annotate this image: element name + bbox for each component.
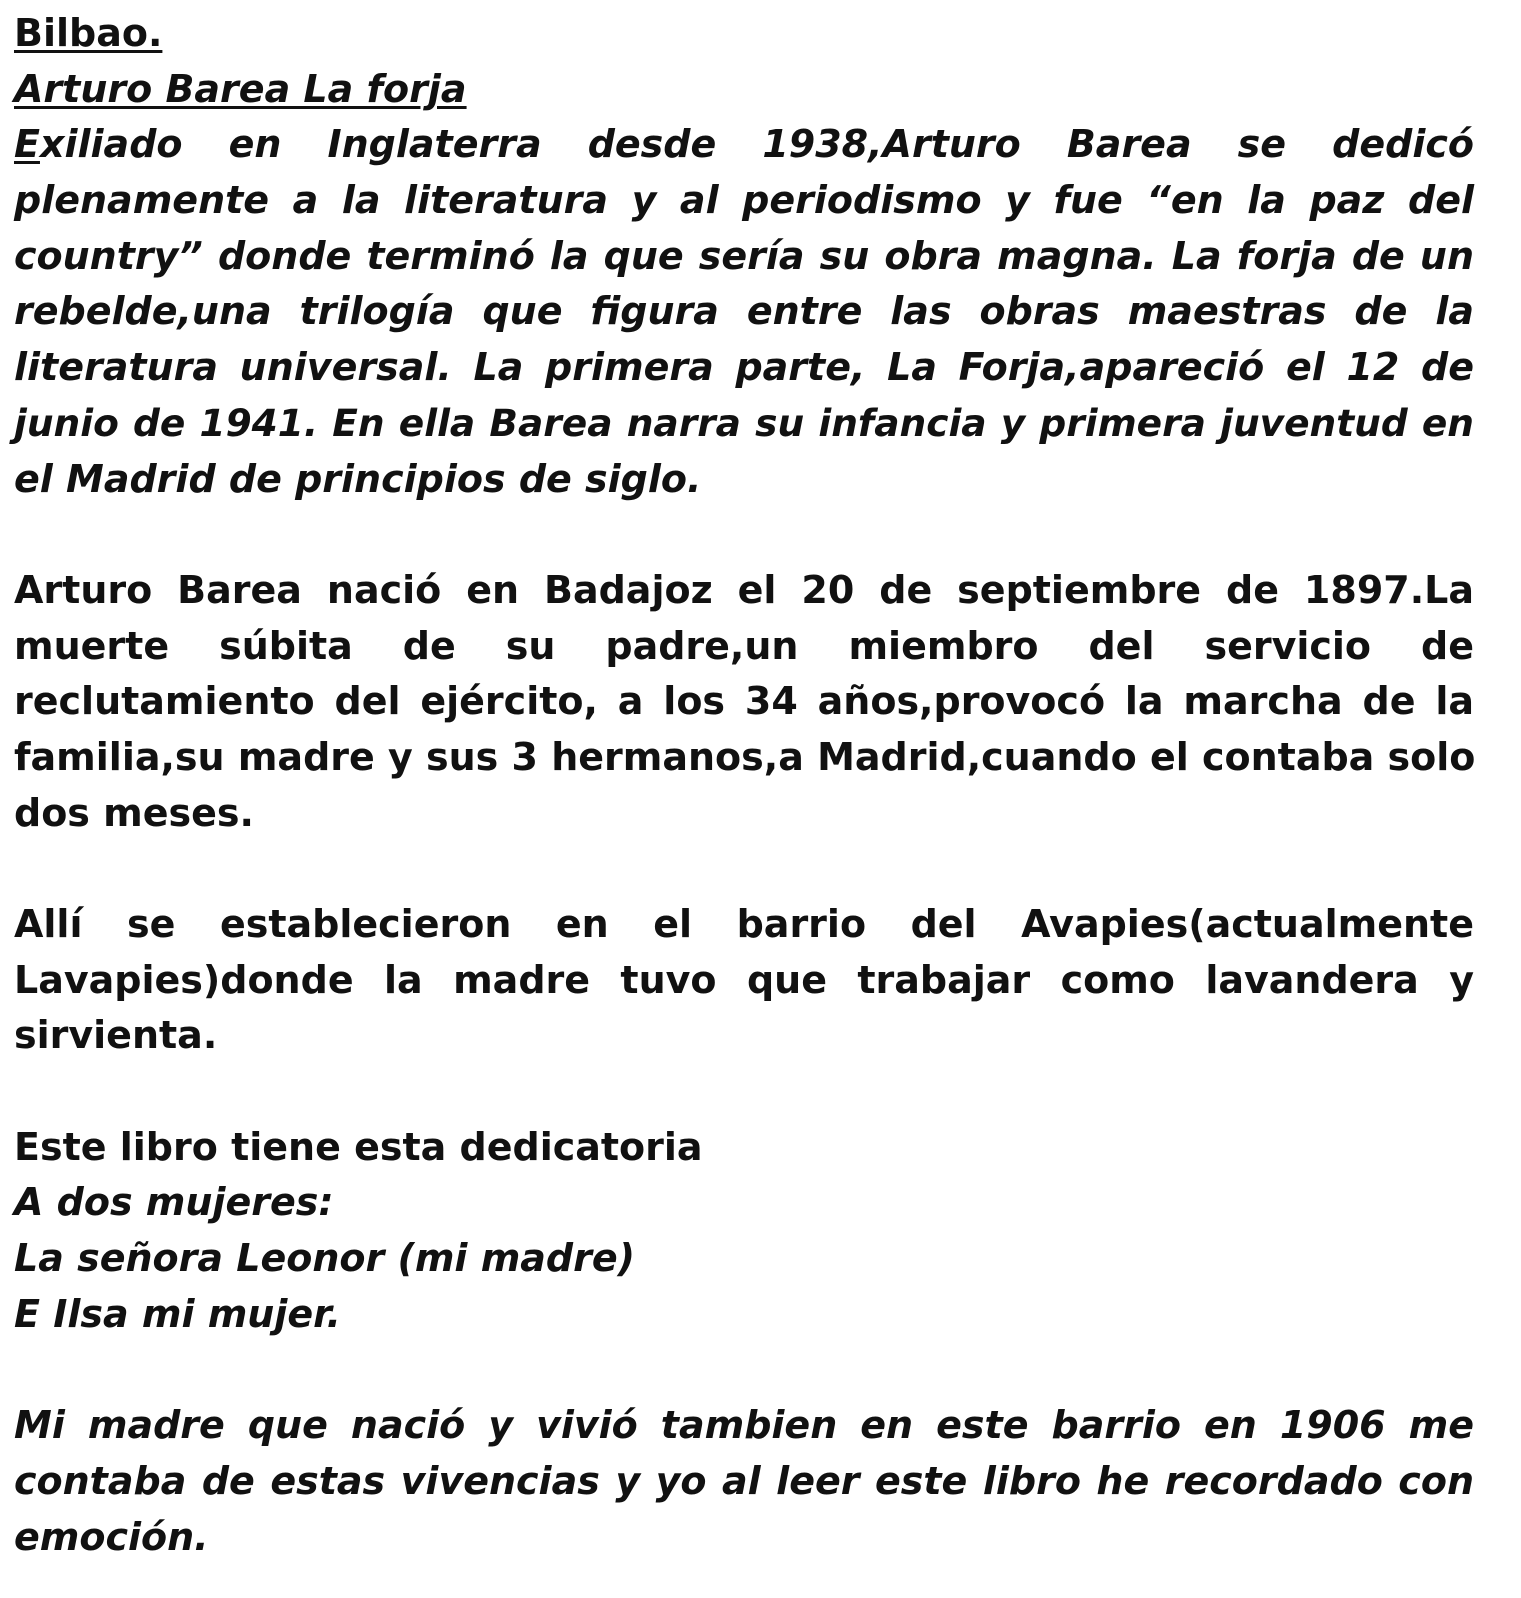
paragraph-2-line: familia,su madre y sus 3 hermanos,a Madrid,cuando el contaba solo xyxy=(14,734,1476,779)
paragraph-3-line: sirvienta. xyxy=(14,1013,218,1058)
dedication-line: A dos mujeres: xyxy=(14,1180,334,1225)
paragraph-1-line-text: xiliado en Inglaterra desde 1938,Arturo Barea se dedicó xyxy=(39,122,1474,167)
paragraph-4-line: contaba de estas vivencias y yo al leer este libro he recordado con xyxy=(14,1458,1474,1503)
paragraph-1-line: country” donde terminó la que sería su obra magna. La forja de un xyxy=(14,233,1474,278)
paragraph-gap xyxy=(14,1343,1474,1399)
dedication-line: E Ilsa mi mujer. xyxy=(14,1291,341,1336)
drop-letter: E xyxy=(14,122,40,167)
paragraph-1-line xyxy=(14,117,1474,173)
heading: Bilbao. xyxy=(14,11,163,55)
paragraph-gap xyxy=(14,841,1474,897)
paragraph-gap xyxy=(14,1064,1474,1120)
dedication-line: La señora Leonor (mi madre) xyxy=(14,1236,636,1281)
paragraph-1-line: rebelde,una trilogía que figura entre las obras maestras de la xyxy=(14,289,1474,334)
paragraph-1-line: plenamente a la literatura y al periodismo y fue “en la paz del xyxy=(14,178,1474,223)
subtitle: Arturo Barea La forja xyxy=(14,66,467,111)
paragraph-2-line: dos meses. xyxy=(14,790,254,835)
paragraph-3-line: Allí se establecieron en el barrio del Avapies(actualmente xyxy=(14,902,1474,946)
paragraph-2-line: Arturo Barea nació en Badajoz el 20 de septiembre de 1897.La xyxy=(14,567,1474,612)
paragraph-gap xyxy=(14,507,1474,563)
paragraph-1-line: literatura universal. La primera parte, La Forja,apareció el 12 de xyxy=(14,345,1474,390)
document-body xyxy=(14,6,1474,1565)
dedication-intro: Este libro tiene esta dedicatoria xyxy=(14,1124,703,1169)
paragraph-1-line: junio de 1941. En ella Barea narra su infancia y primera juventud en xyxy=(14,400,1474,445)
paragraph-4-line: Mi madre que nació y vivió tambien en este barrio en 1906 me xyxy=(14,1403,1474,1448)
paragraph-1-line: el Madrid de principios de siglo. xyxy=(14,456,702,501)
paragraph-2-line: reclutamiento del ejército, a los 34 años,provocó la marcha de la xyxy=(14,679,1474,724)
paragraph-2-line: muerte súbita de su padre,un miembro del servicio de xyxy=(14,623,1474,668)
paragraph-3-line: Lavapies)donde la madre tuvo que trabajar como lavandera y xyxy=(14,957,1474,1002)
paragraph-4-line: emoción. xyxy=(14,1514,209,1559)
